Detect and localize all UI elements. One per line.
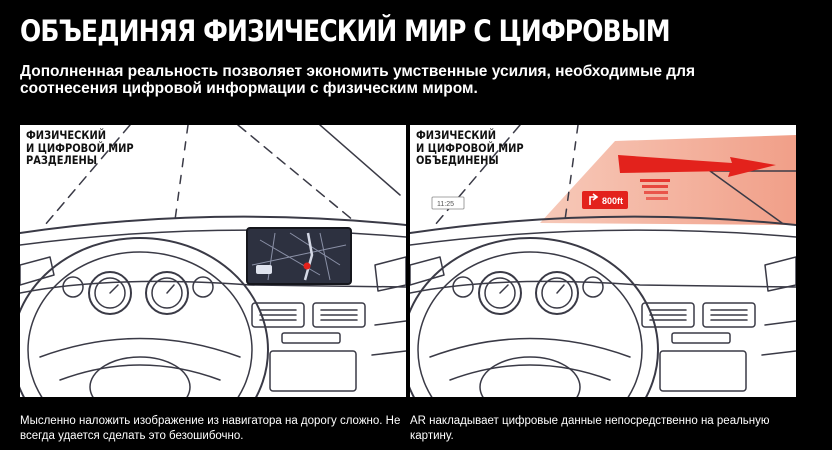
panel-combined — [410, 125, 796, 397]
page-subtitle: Дополненная реальность позволяет экономить умственные усилия, необходимые для соотнесения цифровой информации с физическим миром. — [20, 63, 695, 97]
ar-distance-text: 800ft — [602, 196, 624, 206]
caption-separated: Мысленно наложить изображение из навигатора на дорогу сложно. Не всегда удается сделать это безошибочно. — [20, 415, 401, 442]
caption-combined: AR накладывает цифровые данные непосредственно на реальную картину. — [410, 415, 770, 442]
time-readout — [432, 197, 464, 209]
panel-label-combined: ФИЗИЧЕСКИЙ И ЦИФРОВОЙ МИР ОБЪЕДИНЕНЫ — [416, 128, 524, 167]
ar-distance-badge — [582, 191, 628, 209]
navigation-screen — [247, 228, 351, 284]
panel-separated — [20, 125, 406, 397]
panel-label-separated: ФИЗИЧЕСКИЙ И ЦИФРОВОЙ МИР РАЗДЕЛЕНЫ — [26, 128, 134, 167]
time-text: 11:25 — [437, 201, 454, 208]
page-title: ОБЪЕДИНЯЯ ФИЗИЧЕСКИЙ МИР С ЦИФРОВЫМ — [20, 14, 670, 48]
